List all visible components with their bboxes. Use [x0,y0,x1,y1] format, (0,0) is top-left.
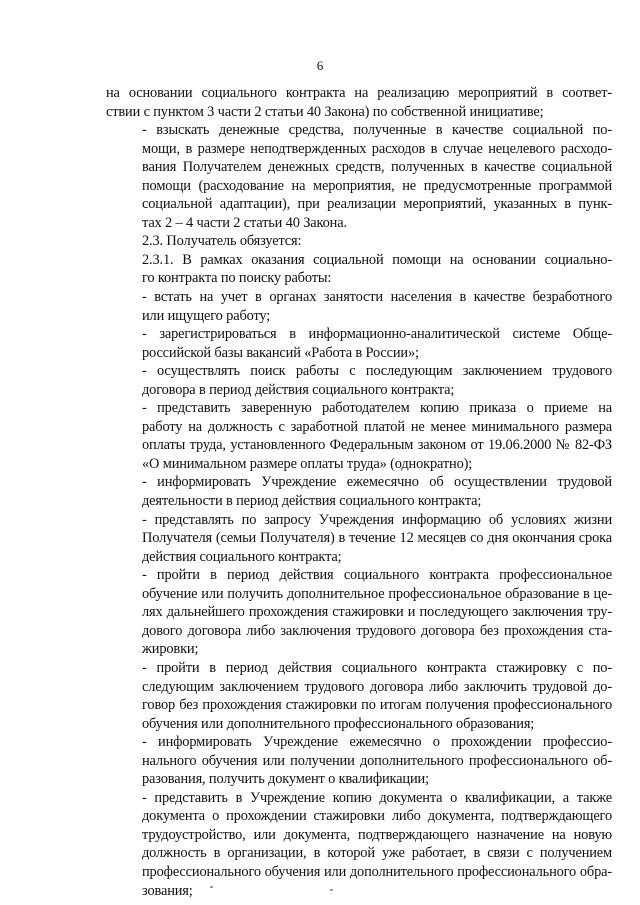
paragraph [106,473,612,510]
text-line: деятельности в период действия социального контракта; [142,493,482,510]
page-number: 6 [316,58,324,73]
paragraph [106,659,612,733]
text-line: ствии с пунктом 3 части 2 статьи 40 Закона) по собственной инициативе; [106,103,544,120]
text-line: - представлять по запросу Учреждения информацию об условиях жизни [142,511,612,528]
text-line: го контракта по поиску работы: [142,270,332,287]
paragraph [106,325,612,362]
text-line: тах 2 – 4 части 2 статьи 40 Закона. [142,214,347,231]
text-line: - осуществлять поиск работы с последующим заключением трудового [142,363,612,380]
paragraph [106,733,612,789]
paragraph [106,399,612,473]
text-line: - зарегистрироваться в информационно-аналитической системе Обще- [142,326,612,343]
text-line: - встать на учет в органах занятости населения в качестве безработного [142,289,612,306]
text-line: - информировать Учреждение ежемесячно о прохождении профессио- [142,734,612,751]
text-line: или ищущего работу; [142,307,271,324]
paragraph [106,566,612,659]
text-line: документа о прохождении стажировки либо документа, подтверждающего [142,808,612,825]
text-line: 2.3. Получатель обязуется: [142,233,302,250]
text-line: нального обучения или получении дополнительного профессионального об- [142,752,612,769]
paragraph [106,251,612,288]
document-body [106,84,612,900]
text-line: - представить заверенную работодателем копию приказа о приеме на [142,400,612,417]
text-line: зования; [142,882,193,899]
text-line: - взыскать денежные средства, полученные в качестве социальной по- [142,122,612,139]
text-line: помощи (расходование на мероприятия, не предусмотренные программой [142,177,612,194]
scan-speck [330,889,333,891]
text-line: договора в период действия социального контракта; [142,381,455,398]
text-line: работу на должность с заработной платой не менее минимального размера [142,418,612,435]
text-line: говор без прохождения стажировки по итогам получения профессионального [142,697,612,714]
text-line: лях дальнейшего прохождения стажировки и последующего заключения тру- [142,604,612,621]
text-line: следующим заключением трудового договора либо заключить трудовой до- [142,678,612,695]
text-line: обучения или дополнительного профессионального образования; [142,715,535,732]
text-line: разования, получить документ о квалификации; [142,771,429,788]
paragraph [106,288,612,325]
paragraph [106,84,612,121]
text-line: должность в организации, в которой уже работает, в связи с получением [142,845,612,862]
paragraph [106,789,612,900]
text-line: на основании социального контракта на реализацию мероприятий в соответ- [106,85,612,101]
scan-speck [210,886,213,888]
paragraph [106,121,612,232]
text-line: мощи, в размере неподтвержденных расходов в случае нецелевого расходо- [142,140,612,157]
paragraph [106,232,612,251]
text-line: жировки; [142,641,199,658]
text-line: - пройти в период действия социального контракта профессиональное [142,567,612,584]
text-line: трудоустройство, или документа, подтверждающего назначение на новую [142,826,612,843]
text-line: - пройти в период действия социального контракта стажировку с по- [142,659,612,676]
text-line: 2.3.1. В рамках оказания социальной помощи на основании социально- [142,251,612,268]
paragraph [106,511,612,567]
text-line: - представить в Учреждение копию документа о квалификации, а также [142,789,612,806]
paragraph [106,362,612,399]
text-line: вания Получателем денежных средств, полученных в качестве социальной [142,159,612,176]
text-line: оплаты труда, установленного Федеральным законом от 19.06.2000 № 82-ФЗ [142,437,612,454]
text-line: профессионального обучения или дополнительного профессионального обра- [142,863,612,880]
text-line: социальной адаптации), при реализации мероприятий, указанных в пунк- [142,196,612,213]
text-line: «О минимальном размере оплаты труда» (однократно); [142,455,473,472]
text-line: Получателя (семьи Получателя) в течение 12 месяцев со дня окончания срока [142,530,612,547]
text-line: российской базы вакансий «Работа в России»; [142,344,419,361]
text-line: дового договора либо заключения трудового договора без прохождения ста- [142,622,612,639]
text-line: обучение или получить дополнительное профессиональное образование в це- [142,585,612,602]
text-line: - информировать Учреждение ежемесячно об осуществлении трудовой [142,474,612,491]
text-line: действия социального контракта; [142,548,342,565]
